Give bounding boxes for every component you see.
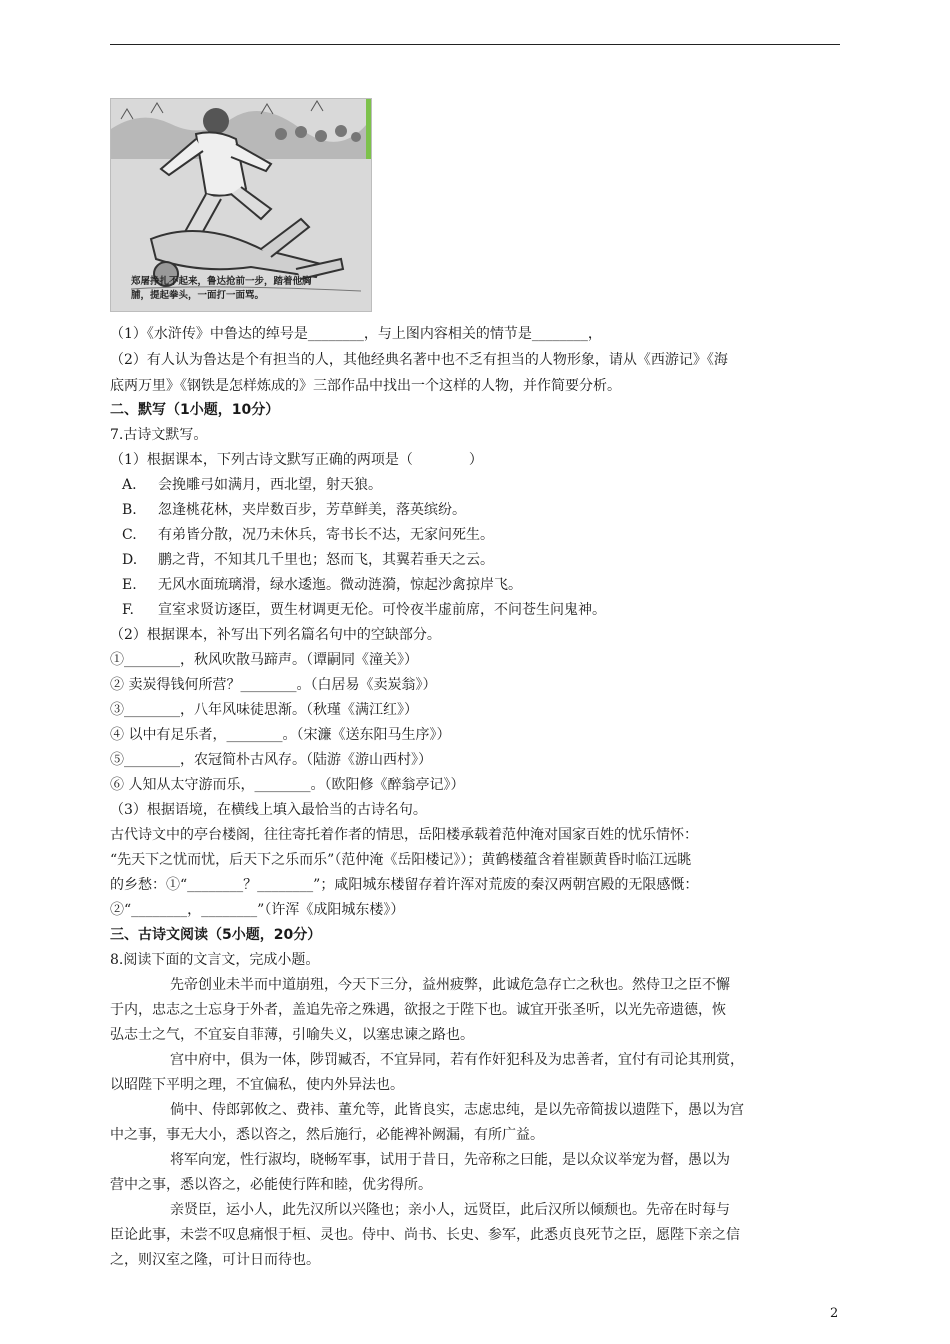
option-label: E. [122, 577, 137, 593]
page-number: 2 [830, 1306, 839, 1321]
option-label: B. [122, 502, 137, 518]
passage-line: 营中之事，悉以咨之，必能使行阵和睦，优劣得所。 [110, 1177, 432, 1193]
option-label: C. [122, 527, 137, 543]
blank-line-3: ③________，八年风味徒思渐。（秋瑾《满江红》） [110, 702, 418, 718]
option-text: 无风水面琉璃滑，绿水逶迤。微动涟漪，惊起沙禽掠岸飞。 [158, 577, 522, 593]
option-a[interactable] [122, 475, 382, 495]
passage-line: 弘志士之气，不宜妄自菲薄，引喻失义，以塞忠谏之路也。 [110, 1027, 474, 1043]
question-6-2: （2）有人认为鲁达是个有担当的人，其他经典名著中也不乏有担当的人物形象，请从《西游记》《海 [110, 352, 728, 368]
section-3-heading: 三、古诗文阅读（5小题，20分） [110, 927, 322, 943]
option-b[interactable] [122, 500, 466, 520]
question-8: 8.阅读下面的文言文，完成小题。 [110, 952, 320, 968]
blank-line-5: ⑤________，农冠简朴古风存。（陆游《游山西村》） [110, 752, 432, 768]
caption-line: 郑屠挣扎不起来，鲁达抢前一步，踏着他胸 [131, 276, 312, 287]
illustration-figure [110, 98, 372, 312]
context-line-4: ②“________，________”（许浑《成阳城东楼》） [110, 902, 405, 918]
option-e[interactable] [122, 575, 522, 595]
option-d[interactable] [122, 550, 494, 570]
question-6-1: （1）《水浒传》中鲁达的绰号是________，与上图内容相关的情节是________， [110, 326, 602, 342]
blank-line-2: ② 卖炭得钱何所营？________。（白居易《卖炭翁》） [110, 677, 437, 693]
passage-line: 倘中、侍郎郭攸之、费祎、董允等，此皆良实，志虑忠纯，是以先帝简拔以遗陛下，愚以为宫 [170, 1102, 744, 1118]
blank-line-4: ④ 以中有足乐者，________。（宋濂《送东阳马生序》） [110, 727, 451, 743]
passage-line: 于内，忠志之士忘身于外者，盖追先帝之殊遇，欲报之于陛下也。诚宜开张圣听，以光先帝遗德，恢 [110, 1002, 726, 1018]
context-line-3: 的乡愁：①“________？________”；咸阳城东楼留存着许浑对荒废的秦汉两朝宫殿的无限感慨： [110, 877, 699, 893]
section-2-heading: 二、默写（1小题，10分） [110, 402, 280, 418]
passage-line: 先帝创业未半而中道崩殂，今天下三分，益州疲弊，此诚危急存亡之秋也。然侍卫之臣不懈 [170, 977, 730, 993]
context-line-1: 古代诗文中的亭台楼阁，往往寄托着作者的情思，岳阳楼承载着范仲淹对国家百姓的忧乐情怀： [110, 827, 698, 843]
option-label: D. [122, 552, 138, 568]
context-line-2: “先天下之忧而忧，后天下之乐而乐”（范仲淹《岳阳楼记》）；黄鹤楼蕴含着崔颢黄昏时临江远眺 [110, 852, 692, 868]
option-text: 会挽雕弓如满月，西北望，射天狼。 [158, 477, 382, 493]
option-text: 忽逢桃花林，夹岸数百步，芳草鲜美，落英缤纷。 [158, 502, 466, 518]
option-f[interactable] [122, 600, 606, 620]
blank-line-6: ⑥ 人知从太守游而乐，________。（欧阳修《醉翁亭记》） [110, 777, 465, 793]
passage-line: 中之事，事无大小，悉以咨之，然后施行，必能裨补阙漏，有所广益。 [110, 1127, 544, 1143]
passage-line: 臣论此事，未尝不叹息痛恨于桓、灵也。侍中、尚书、长史、参军，此悉贞良死节之臣，愿陛下亲之信 [110, 1227, 740, 1243]
question-7: 7.古诗文默写。 [110, 427, 208, 443]
passage-line: 之，则汉室之隆，可计日而待也。 [110, 1252, 320, 1268]
caption-line: 脯，提起拳头，一面打一面骂。 [131, 290, 265, 301]
header-rule [110, 44, 840, 45]
question-7-2: （2）根据课本，补写出下列名篇名句中的空缺部分。 [110, 627, 441, 643]
question-6-2-cont: 底两万里》《钢铁是怎样炼成的》三部作品中找出一个这样的人物，并作简要分析。 [110, 378, 621, 394]
option-c[interactable] [122, 525, 494, 545]
option-label: F. [122, 602, 134, 618]
passage-line: 亲贤臣，运小人，此先汉所以兴隆也；亲小人，远贤臣，此后汉所以倾颓也。先帝在时每与 [170, 1202, 730, 1218]
option-text: 有弟皆分散，况乃未休兵，寄书长不达，无家问死生。 [158, 527, 494, 543]
blank-line-1: ①________，秋风吹散马蹄声。（谭嗣同《潼关》） [110, 652, 418, 668]
option-label: A. [122, 477, 137, 493]
question-7-1: （1）根据课本，下列古诗文默写正确的两项是（ ） [110, 452, 483, 468]
option-text: 鹏之背，不知其几千里也；怒而飞，其翼若垂天之云。 [158, 552, 494, 568]
passage-line: 将军向宠，性行淑均，晓畅军事，试用于昔日，先帝称之曰能，是以众议举宠为督，愚以为 [170, 1152, 730, 1168]
option-text: 宣室求贤访逐臣，贾生材调更无伦。可怜夜半虚前席，不问苍生问鬼神。 [158, 602, 606, 618]
passage-line: 宫中府中，俱为一体，陟罚臧否，不宜异同，若有作奸犯科及为忠善者，宜付有司论其刑赏， [170, 1052, 744, 1068]
scan-edge-marker [366, 99, 371, 159]
passage-line: 以昭陛下平明之理，不宜偏私，使内外异法也。 [110, 1077, 404, 1093]
figure-caption [131, 275, 361, 303]
question-7-3: （3）根据语境，在横线上填入最恰当的古诗名句。 [110, 802, 427, 818]
